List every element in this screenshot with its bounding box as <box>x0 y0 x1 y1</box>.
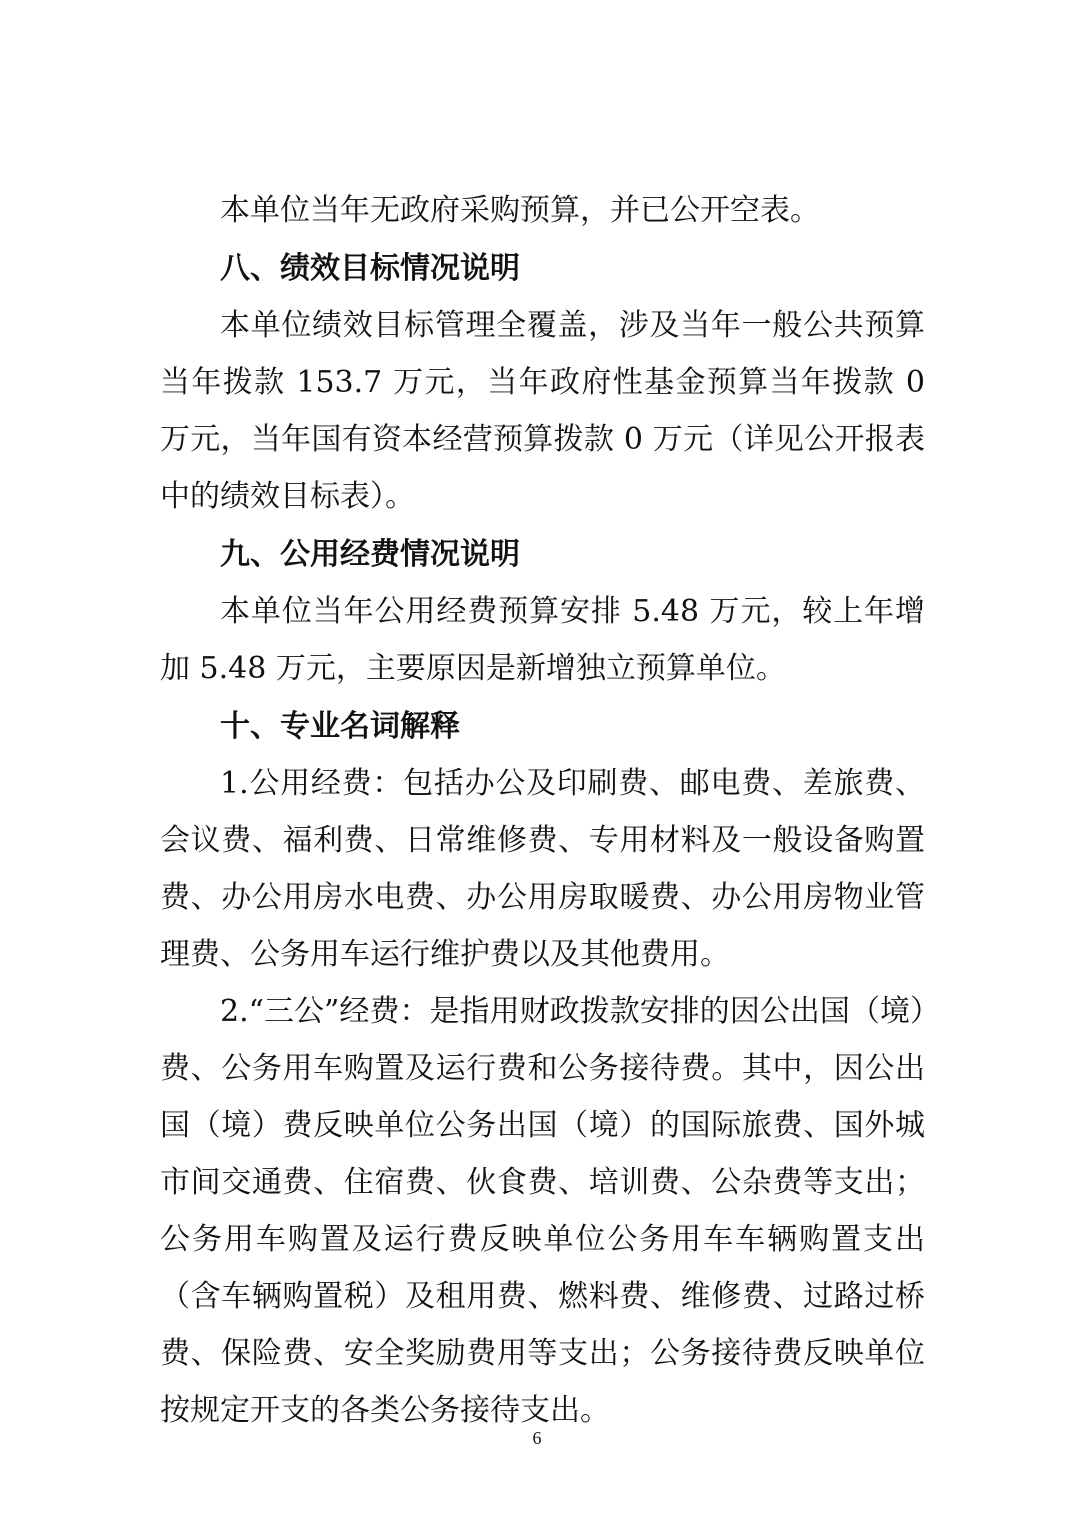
section-heading-8: 八、绩效目标情况说明 <box>220 251 520 286</box>
section-heading-9: 九、公用经费情况说明 <box>220 537 520 572</box>
paragraph-performance-targets: 本单位绩效目标管理全覆盖，涉及当年一般公共预算当年拨款 153.7 万元，当年政府性基金预算当年拨款 0 万元，当年国有资本经营预算拨款 0 万元（详见公开报表中的绩效目标表）。 <box>160 308 925 514</box>
paragraph-procurement: 本单位当年无政府采购预算，并已公开空表。 <box>220 193 820 228</box>
paragraph-term-three-public: 2.“三公”经费：是指用财政拨款安排的因公出国（境）费、公务用车购置及运行费和公务接待费。其中，因公出国（境）费反映单位公务出国（境）的国际旅费、国外城市间交通费、住宿费、伙食费、培训费、公杂费等支出；公务用车购置及运行费反映单位公务用车车辆购置支出（含车辆购置税）及租用费、燃料费、维修费、过路过桥费、保险费、安全奖励费用等支出；公务接待费反映单位按规定开支的各类公务接待支出。 <box>160 994 925 1428</box>
page-number: 6 <box>532 1428 542 1448</box>
document-body <box>160 182 925 1439</box>
section-heading-10: 十、专业名词解释 <box>220 709 460 744</box>
paragraph-public-expenses: 本单位当年公用经费预算安排 5.48 万元，较上年增加 5.48 万元，主要原因是新增独立预算单位。 <box>160 594 925 686</box>
paragraph-term-public-expenses: 1.公用经费：包括办公及印刷费、邮电费、差旅费、会议费、福利费、日常维修费、专用材料及一般设备购置费、办公用房水电费、办公用房取暖费、办公用房物业管理费、公务用车运行维护费以及其他费用。 <box>160 766 925 972</box>
